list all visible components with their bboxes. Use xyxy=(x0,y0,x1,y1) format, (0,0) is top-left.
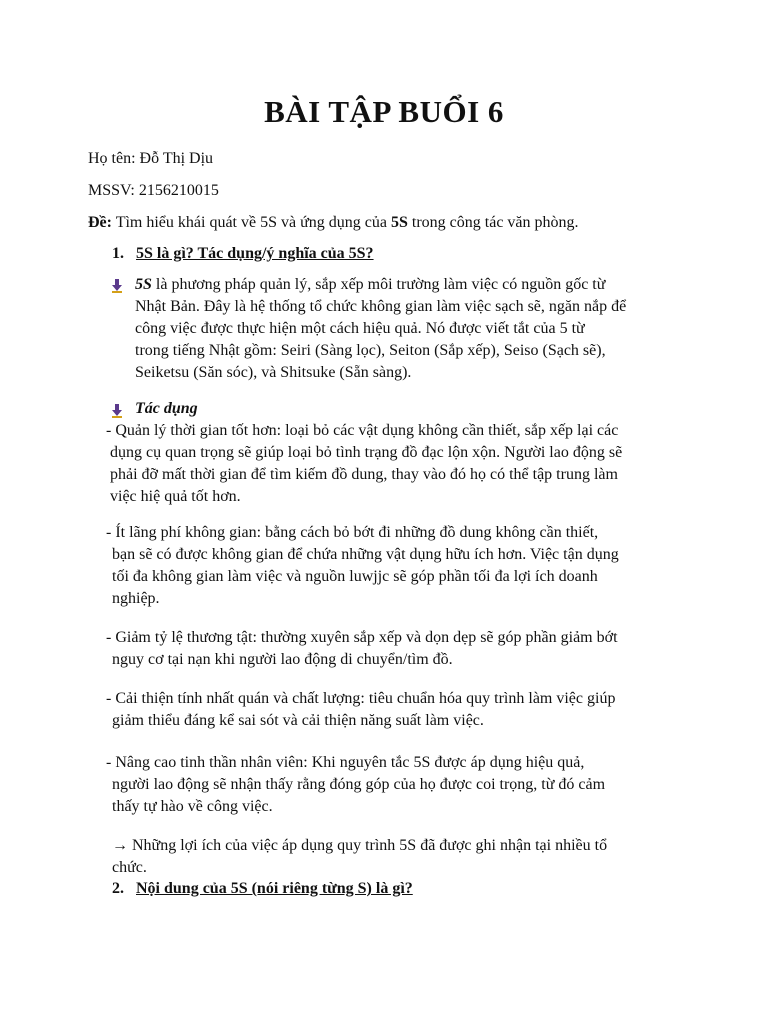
document-title: BÀI TẬP BUỔI 6 xyxy=(264,94,504,129)
section2-heading-text: Nội dung của 5S (nói riêng từng S) là gì? xyxy=(136,880,413,897)
arrow-down-bullet-icon xyxy=(112,404,122,418)
section1-heading-text: 5S là gì? Tác dụng/ý nghĩa của 5S? xyxy=(136,245,374,262)
effect-2-line-1: - Ít lãng phí không gian: bằng cách bỏ bớt đi những đồ dung không cần thiết, xyxy=(106,524,599,541)
assignment-text-2: trong công tác văn phòng. xyxy=(407,214,579,231)
effect-3-line-2: nguy cơ tại nạn khi người lao động di chuyển/tìm đồ. xyxy=(112,651,453,668)
effect-5-line-1: - Nâng cao tinh thần nhân viên: Khi nguyên tắc 5S được áp dụng hiệu quả, xyxy=(106,754,585,771)
definition-paragraph xyxy=(135,274,626,384)
effect-item-1 xyxy=(106,420,622,508)
definition-line-5: Seiketsu (Săn sóc), và Shitsuke (Sẵn sàng). xyxy=(135,364,412,381)
effect-1-line-3: phải đỡ mất thời gian để tìm kiếm đồ dung, thay vào đó họ có thể tập trung làm xyxy=(110,466,618,483)
effect-2-line-3: tối đa không gian làm việc và nguồn luwjjc sẽ góp phần tối đa lợi ích doanh xyxy=(112,568,598,585)
student-id: 2156210015 xyxy=(138,182,219,199)
student-name: Đỗ Thị Dịu xyxy=(139,150,214,167)
effect-item-2 xyxy=(106,522,619,610)
section2-number: 2. xyxy=(112,880,124,897)
definition-line-3: công việc được thực hiện một cách hiệu quả. Nó được viết tắt của 5 từ xyxy=(135,320,585,337)
section1-heading xyxy=(112,243,374,265)
section2-heading xyxy=(112,878,413,900)
conclusion-line-1: → Những lợi ích của việc áp dụng quy trình 5S đã được ghi nhận tại nhiều tổ xyxy=(112,837,608,854)
arrow-down-bullet-icon xyxy=(112,279,122,293)
definition-line-4: trong tiếng Nhật gồm: Seiri (Sàng lọc), Seiton (Sắp xếp), Seiso (Sạch sẽ), xyxy=(135,342,606,359)
conclusion-line-2: chức. xyxy=(112,859,147,876)
assignment-5s: 5S xyxy=(390,214,408,231)
student-name-label: Họ tên: xyxy=(88,150,140,167)
conclusion-paragraph xyxy=(112,835,607,879)
definition-line-2: Nhật Bản. Đây là hệ thống tổ chức không gian làm việc sạch sẽ, ngăn nắp để xyxy=(135,298,627,315)
effect-5-line-2: người lao động sẽ nhận thấy rằng đóng góp của họ được coi trọng, từ đó cảm xyxy=(112,776,606,793)
effect-item-3 xyxy=(106,627,618,671)
student-id-label: MSSV: xyxy=(88,182,139,199)
effect-5-line-3: thấy tự hào về công việc. xyxy=(112,798,273,815)
definition-term: 5S xyxy=(135,276,152,293)
assignment-text-1: Tìm hiểu khái quát về 5S và ứng dụng của xyxy=(111,214,391,231)
effect-4-line-2: giảm thiểu đáng kể sai sót và cải thiện năng suất làm việc. xyxy=(112,712,484,729)
section1-number: 1. xyxy=(112,245,124,262)
effects-heading: Tác dụng xyxy=(135,400,198,417)
assignment-label: Đề: xyxy=(88,214,112,231)
effect-1-line-2: dụng cụ quan trọng sẽ giúp loại bỏ tình trạng đồ đạc lộn xộn. Người lao động sẽ xyxy=(110,444,623,461)
right-arrow-icon: → xyxy=(112,837,128,854)
effect-2-line-4: nghiệp. xyxy=(112,590,160,607)
effect-1-line-1: - Quản lý thời gian tốt hơn: loại bỏ các vật dụng không cần thiết, sắp xếp lại các xyxy=(106,422,619,439)
effect-4-line-1: - Cải thiện tính nhất quán và chất lượng: tiêu chuẩn hóa quy trình làm việc giúp xyxy=(106,690,616,707)
effect-item-5 xyxy=(106,752,605,818)
effect-3-line-1: - Giảm tỷ lệ thương tật: thường xuyên sắp xếp và dọn dẹp sẽ góp phần giảm bớt xyxy=(106,629,618,646)
effect-item-4 xyxy=(106,688,615,732)
effect-2-line-2: bạn sẽ có được không gian để chứa những vật dụng hữu ích hơn. Việc tận dụng xyxy=(112,546,619,563)
assignment-line xyxy=(88,212,579,234)
effect-1-line-4: việc hiệ quả tốt hơn. xyxy=(110,488,241,505)
student-name-line xyxy=(88,148,213,170)
student-id-line xyxy=(88,180,219,202)
definition-line-1: 5S là phương pháp quản lý, sắp xếp môi trường làm việc có nguồn gốc từ xyxy=(135,276,606,293)
